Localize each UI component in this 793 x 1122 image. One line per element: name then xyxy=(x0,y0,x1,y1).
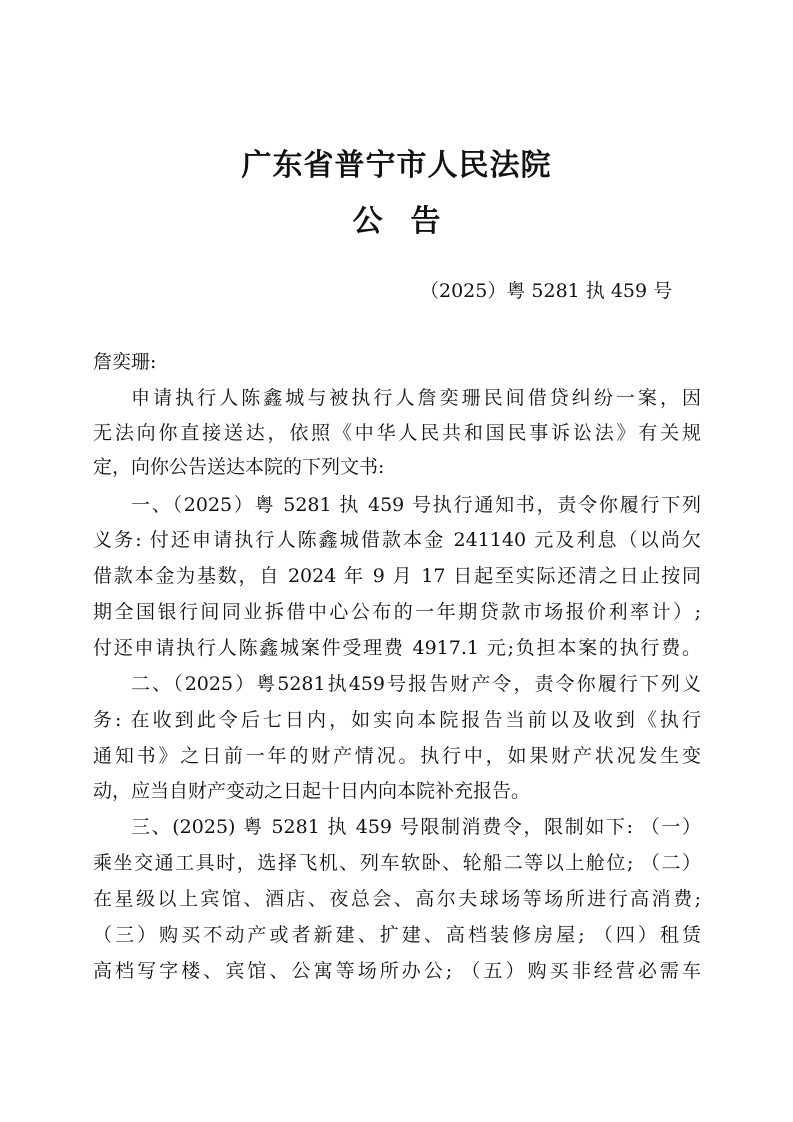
body-line: 务: 在收到此令后七日内，如实向本院报告当前以及收到《执行 xyxy=(93,709,701,731)
body-line: 乘坐交通工具时，选择飞机、列车软卧、轮船二等以上舱位; （二） xyxy=(93,852,701,874)
case-number: （2025）粤 5281 执 459 号 xyxy=(420,280,673,302)
body-line: 借款本金为基数，自 2024 年 9 月 17 日起至实际还清之日止按同 xyxy=(93,565,701,587)
body-line: 无法向你直接送达，依照《中华人民共和国民事诉讼法》有关规 xyxy=(93,422,701,444)
body-line: 通知书》之日前一年的财产情况。执行中，如果财产状况发生变 xyxy=(93,745,701,767)
body-line: 高档写字楼、宾馆、公寓等场所办公; （五）购买非经营必需车 xyxy=(93,960,701,982)
addressee: 詹奕珊: xyxy=(93,351,157,373)
body-line: 申请执行人陈鑫城与被执行人詹奕珊民间借贷纠纷一案，因 xyxy=(131,387,701,409)
body-line: 三、(2025) 粤 5281 执 459 号限制消费令，限制如下: （一） xyxy=(131,816,701,838)
body-line: 二、（2025）粤5281执459号报告财产令，责令你履行下列义 xyxy=(131,673,701,695)
body-line: 义务: 付还申请执行人陈鑫城借款本金 241140 元及利息（以尚欠 xyxy=(93,529,701,551)
body-line: 付还申请执行人陈鑫城案件受理费 4917.1 元;负担本案的执行费。 xyxy=(93,637,701,659)
body-line: 一、（2025）粤 5281 执 459 号执行通知书，责令你履行下列 xyxy=(131,494,701,516)
body-line: 定，向你公告送达本院的下列文书: xyxy=(93,456,385,478)
court-name-heading: 广东省普宁市人民法院 xyxy=(241,148,552,183)
body-line: 期全国银行间同业拆借中心公布的一年期贷款市场报价利率计）; xyxy=(93,601,701,623)
body-line: 动，应当自财产变动之日起十日内向本院补充报告。 xyxy=(93,780,531,802)
body-line: 在星级以上宾馆、酒店、夜总会、高尔夫球场等场所进行高消费; xyxy=(93,888,701,910)
body-line: （三）购买不动产或者新建、扩建、高档装修房屋; （四）租赁 xyxy=(93,924,701,946)
document-type-heading: 公告 xyxy=(352,204,469,239)
